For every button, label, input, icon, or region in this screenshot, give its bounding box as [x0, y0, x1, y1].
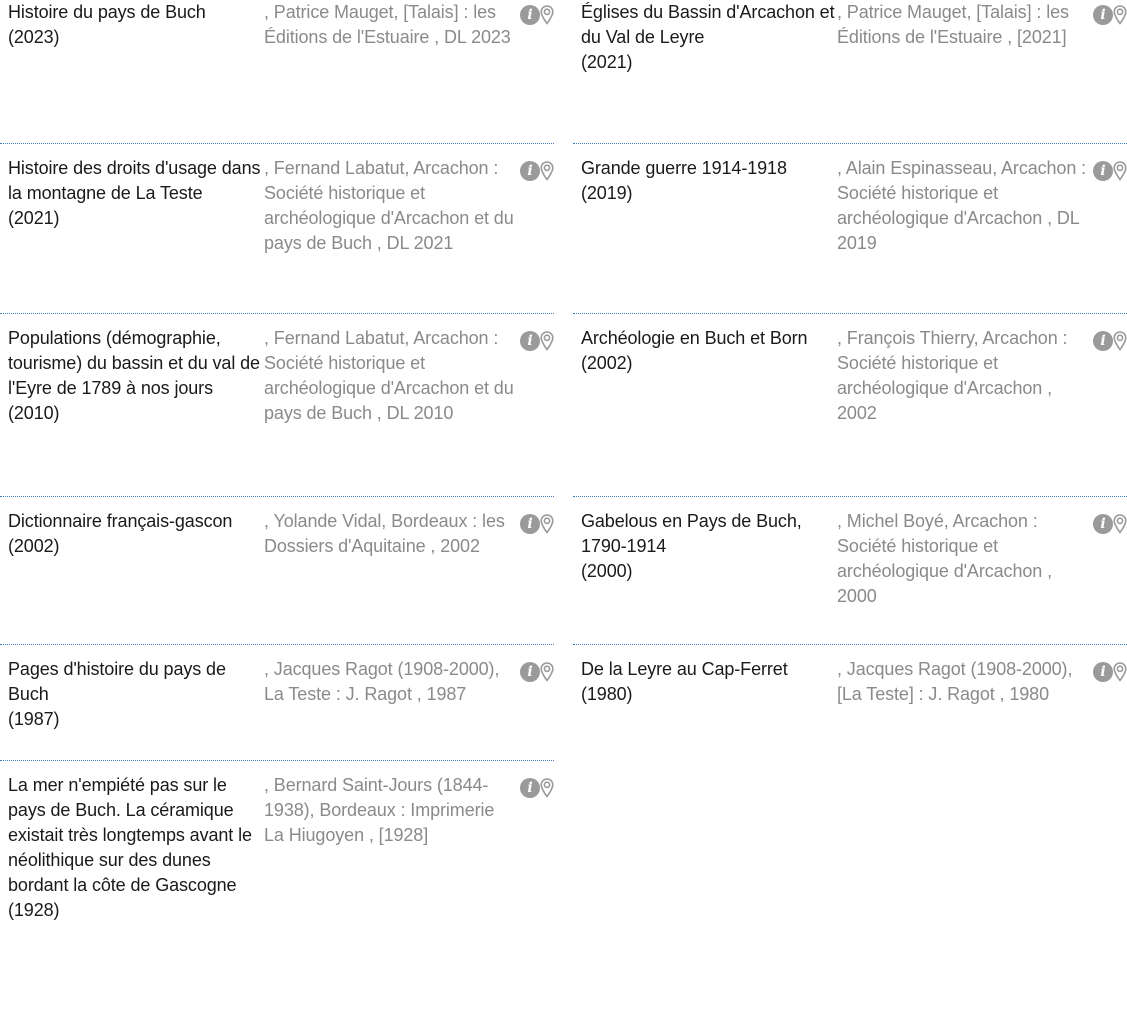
result-item — [573, 497, 1127, 645]
result-item — [0, 0, 554, 144]
info-circle-icon[interactable]: i — [520, 331, 540, 351]
title-text[interactable]: La mer n'empiété pas sur le pays de Buch. La céramique existait très longtemps avant le néolithique sur des dunes bordant la côte de Gascogne — [8, 775, 252, 895]
result-title[interactable] — [8, 657, 264, 760]
map-marker-icon[interactable] — [1113, 331, 1127, 351]
result-info: , François Thierry, Arcachon : Société historique et archéologique d'Arcachon , 2002 — [837, 328, 1068, 423]
year-text: (2010) — [8, 403, 60, 423]
title-text[interactable]: Églises du Bassin d'Arcachon et du Val de Leyre — [581, 2, 835, 47]
info-circle-icon[interactable]: i — [520, 161, 540, 181]
result-icons — [520, 662, 554, 682]
results-column-right — [573, 0, 1127, 761]
title-text[interactable]: Populations (démographie, tourisme) du bassin et du val de l'Eyre de 1789 à nos jours — [8, 328, 260, 398]
map-marker-icon[interactable] — [540, 514, 554, 534]
result-info: , Patrice Mauget, [Talais] : les Éditions de l'Estuaire , DL 2023 — [264, 2, 511, 47]
result-item — [0, 497, 554, 645]
map-marker-icon[interactable] — [540, 662, 554, 682]
info-circle-icon[interactable]: i — [1093, 5, 1113, 25]
year-text: (2023) — [8, 27, 60, 47]
result-icons — [520, 514, 554, 534]
result-icons — [520, 5, 554, 25]
info-circle-icon[interactable]: i — [520, 5, 540, 25]
result-icons — [520, 161, 554, 181]
map-marker-icon[interactable] — [1113, 161, 1127, 181]
map-marker-icon[interactable] — [1113, 514, 1127, 534]
result-icons — [1093, 331, 1127, 351]
title-text[interactable]: Histoire des droits d'usage dans la montagne de La Teste — [8, 158, 261, 203]
map-marker-icon[interactable] — [540, 778, 554, 798]
map-marker-icon[interactable] — [540, 331, 554, 351]
map-marker-icon[interactable] — [540, 161, 554, 181]
result-info: , Bernard Saint-Jours (1844-1938), Bordeaux : Imprimerie La Hiugoyen , [1928] — [264, 775, 495, 845]
result-item — [0, 645, 554, 761]
info-circle-icon[interactable]: i — [520, 662, 540, 682]
result-info: , Jacques Ragot (1908-2000), [La Teste] : J. Ragot , 1980 — [837, 659, 1073, 704]
map-marker-icon[interactable] — [540, 5, 554, 25]
result-title[interactable] — [8, 156, 264, 313]
title-text[interactable]: De la Leyre au Cap-Ferret — [581, 659, 788, 679]
year-text: (1928) — [8, 900, 60, 920]
result-title[interactable] — [8, 326, 264, 496]
year-text: (2021) — [581, 52, 633, 72]
result-icons — [1093, 5, 1127, 25]
result-info: , Fernand Labatut, Arcachon : Société historique et archéologique d'Arcachon et du pays de Buch , DL 2021 — [264, 158, 514, 253]
result-info: , Fernand Labatut, Arcachon : Société historique et archéologique d'Arcachon et du pays de Buch , DL 2010 — [264, 328, 514, 423]
result-info: , Alain Espinasseau, Arcachon : Société historique et archéologique d'Arcachon , DL 2019 — [837, 158, 1087, 253]
info-circle-icon[interactable]: i — [1093, 662, 1113, 682]
title-text[interactable]: Archéologie en Buch et Born — [581, 328, 808, 348]
result-item — [573, 0, 1127, 144]
info-circle-icon[interactable]: i — [520, 514, 540, 534]
result-info: , Patrice Mauget, [Talais] : les Éditions de l'Estuaire , [2021] — [837, 2, 1069, 47]
result-item — [573, 314, 1127, 497]
year-text: (2002) — [581, 353, 633, 373]
result-item — [573, 645, 1127, 761]
info-circle-icon[interactable]: i — [1093, 331, 1113, 351]
result-info: , Yolande Vidal, Bordeaux : les Dossiers d'Aquitaine , 2002 — [264, 511, 505, 556]
results-column-left — [0, 0, 554, 1001]
title-text[interactable]: Pages d'histoire du pays de Buch — [8, 659, 226, 704]
result-info: , Jacques Ragot (1908-2000), La Teste : J. Ragot , 1987 — [264, 659, 500, 704]
title-text[interactable]: Grande guerre 1914-1918 — [581, 158, 787, 178]
year-text: (2021) — [8, 208, 60, 228]
map-marker-icon[interactable] — [1113, 662, 1127, 682]
result-item — [573, 144, 1127, 314]
title-text[interactable]: Gabelous en Pays de Buch, 1790-1914 — [581, 511, 802, 556]
year-text: (2000) — [581, 561, 633, 581]
result-title[interactable] — [581, 509, 837, 644]
result-title[interactable] — [581, 326, 837, 496]
result-icons — [1093, 514, 1127, 534]
result-icons — [1093, 662, 1127, 682]
result-icons — [520, 778, 554, 798]
year-text: (1987) — [8, 709, 60, 729]
result-title[interactable] — [581, 0, 837, 143]
result-item — [0, 144, 554, 314]
result-title[interactable] — [8, 773, 264, 1001]
result-item — [0, 314, 554, 497]
result-item — [0, 761, 554, 1001]
result-info: , Michel Boyé, Arcachon : Société historique et archéologique d'Arcachon , 2000 — [837, 511, 1052, 606]
map-marker-icon[interactable] — [1113, 5, 1127, 25]
result-icons — [520, 331, 554, 351]
result-title[interactable] — [581, 657, 837, 761]
info-circle-icon[interactable]: i — [1093, 514, 1113, 534]
result-icons — [1093, 161, 1127, 181]
title-text[interactable]: Dictionnaire français-gascon — [8, 511, 233, 531]
title-text[interactable]: Histoire du pays de Buch — [8, 2, 206, 22]
year-text: (2002) — [8, 536, 60, 556]
year-text: (1980) — [581, 684, 633, 704]
result-title[interactable] — [8, 509, 264, 644]
info-circle-icon[interactable]: i — [1093, 161, 1113, 181]
info-circle-icon[interactable]: i — [520, 778, 540, 798]
result-title[interactable] — [581, 156, 837, 313]
year-text: (2019) — [581, 183, 633, 203]
result-title[interactable] — [8, 0, 264, 143]
